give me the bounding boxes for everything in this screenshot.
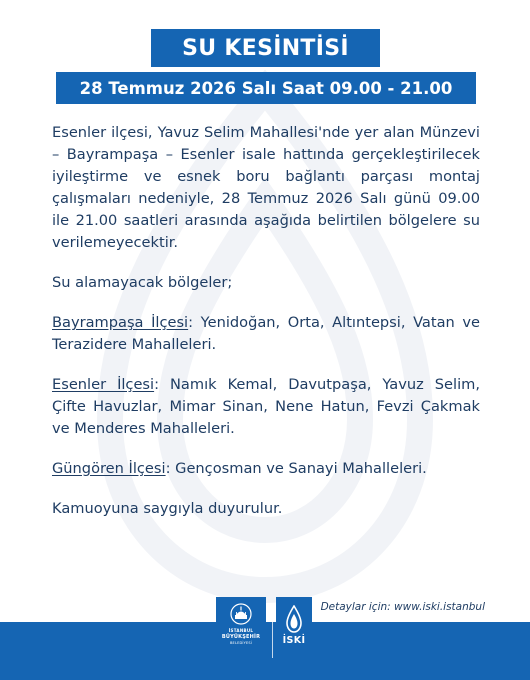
district-name: Bayrampaşa İlçesi bbox=[52, 314, 189, 331]
ibb-emblem-icon bbox=[230, 603, 252, 625]
iski-logo-text: İSKİ bbox=[282, 635, 306, 646]
iski-logo bbox=[276, 597, 312, 660]
district-neighborhoods: : Gençosman ve Sanayi Mahalleleri. bbox=[165, 460, 427, 477]
ibb-logo-line3: BELEDİYESİ bbox=[229, 641, 253, 645]
announcement-datetime: 28 Temmuz 2026 Salı Saat 09.00 - 21.00 bbox=[56, 72, 476, 104]
district-paragraph-gungoren bbox=[52, 458, 480, 480]
announcement-body bbox=[52, 122, 480, 520]
iski-drop-icon bbox=[285, 605, 303, 633]
district-paragraph-bayrampasa bbox=[52, 312, 480, 356]
closing-line: Kamuoyuna saygıyla duyurulur. bbox=[52, 500, 283, 517]
ibb-logo-line2: BÜYÜKŞEHİR bbox=[221, 634, 261, 640]
announcement-title: SU KESİNTİSİ bbox=[151, 29, 380, 67]
ibb-logo-line1: İSTANBUL bbox=[228, 628, 254, 633]
areas-heading: Su alamayacak bölgeler; bbox=[52, 274, 233, 291]
district-name: Güngören İlçesi bbox=[52, 460, 166, 477]
intro-paragraph: Esenler ilçesi, Yavuz Selim Mahallesi'nde yer alan Münzevi – Bayrampaşa – Esenler isale hattında gerçekleştirilecek iyileştirme ve esnek boru bağlantı parçası montaj çalışmaları nedeniyle, 28 Temmuz 2026 Salı günü 09.00 ile 21.00 saatleri arasında aşağıda belirtilen bölgelere su verilemeyecektir. bbox=[52, 124, 480, 251]
logo-divider bbox=[272, 612, 273, 658]
district-neighborhoods: : Yenidoğan, Orta, Altıntepsi, Vatan ve Terazidere Mahalleleri. bbox=[52, 314, 480, 353]
details-link[interactable]: Detaylar için: www.iski.istanbul bbox=[320, 601, 485, 613]
district-name: Esenler İlçesi bbox=[52, 376, 155, 393]
ibb-logo bbox=[216, 597, 266, 660]
district-neighborhoods: : Namık Kemal, Davutpaşa, Yavuz Selim, Çifte Havuzlar, Mimar Sinan, Nene Hatun, Fevzi Çakmak ve Menderes Mahalleleri. bbox=[52, 376, 480, 437]
district-paragraph-esenler bbox=[52, 374, 480, 440]
